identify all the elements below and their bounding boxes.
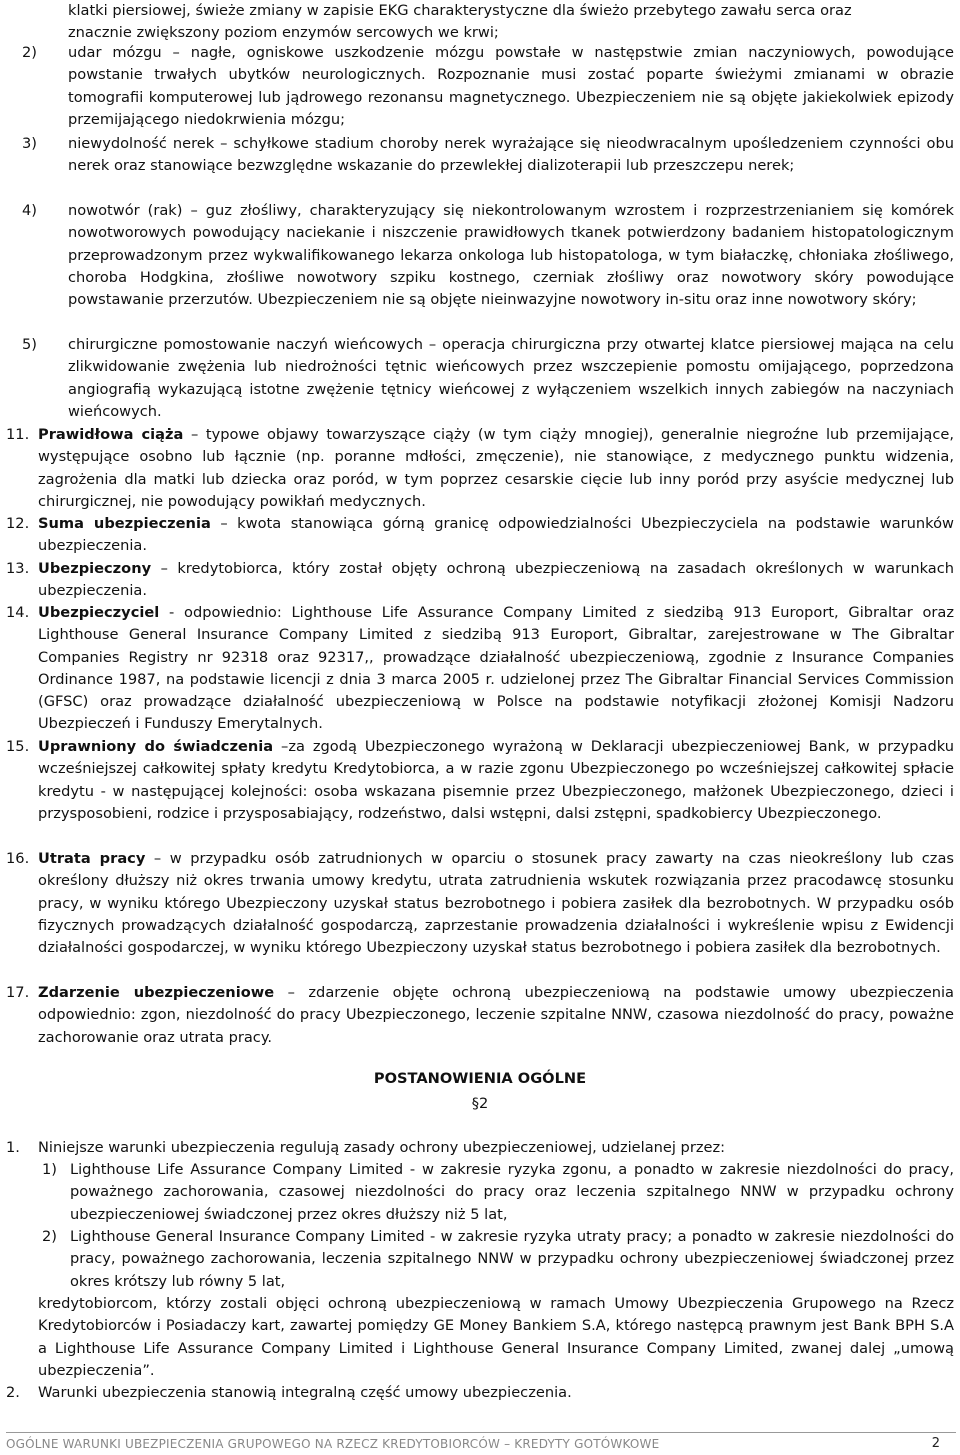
definition-17 bbox=[6, 982, 954, 1049]
footer-title: OGÓLNE WARUNKI UBEZPIECZENIA GRUPOWEGO NA RZECZ KREDYTOBIORCÓW – KREDYTY GOTÓWKOWE bbox=[6, 1437, 660, 1451]
sub-item-text: niewydolność nerek – schyłkowe stadium choroby nerek wyrażające się nieodwracalnym upośledzeniem czynności obu nerek oraz stanowiące bezwzględne wskazanie do przewlekłej dializoterapii lub przeszczepu nerek; bbox=[68, 135, 954, 175]
insurer-text: Lighthouse General Insurance Company Limited - w zakresie ryzyka utraty pracy; a ponadto w zakresie niezdolności do pracy, poważnego zachorowania, leczenia szpitalnego NNW w przypadku ochrony ubezpieczeniowej świadczonej przez okres krótszy lub równy 5 lat, bbox=[70, 1228, 954, 1290]
footer-rule bbox=[6, 1432, 956, 1433]
insurer-number: 1) bbox=[42, 1161, 57, 1178]
definition-text: – typowe objawy towarzyszące ciąży (w tym ciąży mnogiej), generalnie niegroźne lub przemijające, występujące osobno lub łącznie (np. poranne mdłości, zmęczenie), nie stanowiące, z medycznego punktu widzenia, zagrożenia dla matki lub dziecka oraz poród, w tym poprzez cesarskie cięcie lub inny poród przy asyście medycznej lub chirurgicznej, nie powodujący powikłań medycznych. bbox=[38, 426, 954, 510]
definition-text: – kwota stanowiąca górną granicę odpowiedzialności Ubezpieczyciela na podstawie warunków ubezpieczenia. bbox=[38, 515, 954, 555]
provision-1-continuation: kredytobiorcom, którzy zostali objęci ochroną ubezpieczeniową w ramach Umowy Ubezpieczenia Grupowego na Rzecz Kredytobiorców i Posiadaczy kart, zawartej pomiędzy GE Money Bankiem S.A, którego następcą prawnym jest Bank BPH S.A a Lighthouse Life Assurance Company Limited i Lighthouse General Insurance Company Limited, zwanej dalej „umową ubezpieczenia”. bbox=[38, 1295, 954, 1379]
definition-number: 11. bbox=[6, 426, 30, 443]
general-provision-2 bbox=[6, 1382, 954, 1404]
definition-term: Uprawniony do świadczenia bbox=[38, 738, 274, 755]
continuation-line: znacznie zwiększony poziom enzymów sercowych we krwi; bbox=[68, 24, 499, 42]
continuation-line: klatki piersiowej, świeże zmiany w zapisie EKG charakterystyczne dla świeżo przebytego zawału serca oraz bbox=[68, 2, 852, 19]
sub-item-text: nowotwór (rak) – guz złośliwy, charakteryzujący się niekontrolowanym wzrostem i rozprzestrzenianiem się komórek nowotworowych powodujący naciekanie i niszczenie prawidłowych tkanek potwierdzony badaniem histopatologicznym przeprowadzonym przez wykwalifikowanego lekarza onkologa lub histopatologa, w tym białaczkę, chłoniaka złośliwego, choroba Hodgkina, złośliwe nowotwory szpiku kostnego, czerniak złośliwy oraz nowotwory skóry powodujące powstawanie przerzutów. Ubezpieczeniem nie są objęte nieinwazyjne nowotwory in-situ oraz inne nowotwory skóry; bbox=[68, 202, 954, 309]
definition-text: – zdarzenie objęte ochroną ubezpieczeniową na podstawie umowy ubezpieczenia odpowiednio: zgon, niezdolność do pracy Ubezpieczonego, leczenie szpitalne NNW, czasowa niezdolność do pracy, poważne zachorowanie oraz utrata pracy. bbox=[38, 984, 954, 1046]
definition-14 bbox=[6, 602, 954, 736]
sub-item-2 bbox=[22, 42, 954, 131]
insurer-item-2 bbox=[42, 1226, 954, 1293]
sub-item-3 bbox=[22, 133, 954, 178]
continuation-paragraph bbox=[68, 0, 954, 45]
sub-item-number: 2) bbox=[22, 44, 37, 61]
definition-text: –za zgodą Ubezpieczonego wyrażoną w Deklaracji ubezpieczeniowej Bank, w przypadku wcześniejszej całkowitej spłaty kredytu Kredytobiorca, a w razie zgonu Ubezpieczonego po wcześniejszej całkowitej spłacie kredytu - w następującej kolejności: osoba wskazana pisemnie przez Ubezpieczonego, małżonek Ubezpieczonego, dzieci i przysposobieni, rodzice i przysposabiający, rodzeństwo, dalsi wstępni, dalsi zstępni, spadkobiercy Ubezpieczonego. bbox=[38, 738, 955, 822]
sub-item-number: 4) bbox=[22, 202, 37, 219]
definition-15 bbox=[6, 736, 954, 825]
definition-13 bbox=[6, 558, 954, 603]
definition-term: Zdarzenie ubezpieczeniowe bbox=[38, 984, 275, 1001]
page-number: 2 bbox=[931, 1436, 940, 1451]
insurer-item-1 bbox=[42, 1159, 954, 1226]
sub-item-text: chirurgiczne pomostowanie naczyń wieńcowych – operacja chirurgiczna przy otwartej klatce piersiowej mająca na celu zlikwidowanie zwężenia lub niedrożności tętnic wieńcowych przez wszczepienie pomostu omijającego, poprzedzona angiografią wykazującą istotne zwężenie tętnicy wieńcowej z wyłączeniem wszelkich innych zabiegów na naczyniach wieńcowych. bbox=[68, 336, 954, 420]
definition-number: 13. bbox=[6, 560, 30, 577]
definition-number: 15. bbox=[6, 738, 30, 755]
definition-number: 17. bbox=[6, 984, 30, 1001]
definition-11 bbox=[6, 424, 954, 513]
general-provision-1 bbox=[6, 1137, 954, 1159]
definition-number: 12. bbox=[6, 515, 30, 532]
definition-term: Utrata pracy bbox=[38, 850, 146, 867]
insurer-number: 2) bbox=[42, 1228, 57, 1245]
definition-text: - odpowiednio: Lighthouse Life Assurance Company Limited z siedzibą 913 Europort, Gibraltar oraz Lighthouse General Insurance Company Limited z siedzibą 913 Europort, Gibraltar, zarejestrowane w The Gibraltar Companies Registry nr 92318 oraz 92317,, prowadzące działalność ubezpieczeniową, zgodnie z Insurance Companies Ordinance 1987, na podstawie licencji z dnia 3 marca 2005 r. udzielonej przez The Gibraltar Financial Services Commission (GFSC) oraz prowadzące działalność ubezpieczeniową w Polsce na podstawie notyfikacji złożonej Komisji Nadzoru Ubezpieczeń i Funduszy Emerytalnych. bbox=[38, 604, 954, 733]
definition-text: – w przypadku osób zatrudnionych w oparciu o stosunek pracy zawarty na czas nieokreślony lub czas określony dłuższy niż okres trwania umowy kredytu, utrata zatrudnienia wskutek rozwiązania przez pracodawcę stosunku pracy, w wyniku którego Ubezpieczony uzyskał status bezrobotnego i pobiera zasiłek dla bezrobotnych. W przypadku osób fizycznych prowadzących działalność gospodarczą, zaprzestanie prowadzenia działalności i wykreślenie wpisu z Ewidencji działalności gospodarczej, w wyniku którego Ubezpieczony uzyskał status bezrobotnego i pobiera zasiłek dla bezrobotnych. bbox=[38, 850, 954, 957]
definition-number: 16. bbox=[6, 850, 30, 867]
definition-12 bbox=[6, 513, 954, 558]
definition-number: 14. bbox=[6, 604, 30, 621]
provision-text: Niniejsze warunki ubezpieczenia regulują zasady ochrony ubezpieczeniowej, udzielanej przez: bbox=[38, 1139, 726, 1156]
provision-number: 1. bbox=[6, 1139, 20, 1156]
provision-text: Warunki ubezpieczenia stanowią integralną część umowy ubezpieczenia. bbox=[38, 1384, 572, 1401]
definition-term: Ubezpieczyciel bbox=[38, 604, 160, 621]
definition-16 bbox=[6, 848, 954, 959]
insurer-text: Lighthouse Life Assurance Company Limited - w zakresie ryzyka zgonu, a ponadto w zakresie niezdolności do pracy, poważnego zachorowania, czasowej niezdolności do pracy oraz leczenia szpitalnego NNW w przypadku ochrony ubezpieczeniowej świadczonej przez okres dłuższy niż 5 lat, bbox=[70, 1161, 954, 1223]
provision-number: 2. bbox=[6, 1384, 20, 1401]
definition-term: Suma ubezpieczenia bbox=[38, 515, 211, 532]
definition-term: Prawidłowa ciąża bbox=[38, 426, 184, 443]
sub-item-text: udar mózgu – nagłe, ogniskowe uszkodzenie mózgu powstałe w następstwie zmian naczyniowych, powodujące powstanie trwałych ubytków neurologicznych. Rozpoznanie musi zostać poparte świeżymi zmianami w obrazie tomografii komputerowej lub jądrowego rezonansu magnetycznego. Ubezpieczeniem nie są objęte jakiekolwiek epizody przemijającego niedokrwienia mózgu; bbox=[68, 44, 954, 128]
sub-item-number: 3) bbox=[22, 135, 37, 152]
section-heading: POSTANOWIENIA OGÓLNE bbox=[373, 1070, 587, 1087]
paragraph-mark: §2 bbox=[471, 1095, 489, 1112]
definition-text: – kredytobiorca, który został objęty ochroną ubezpieczeniową na zasadach określonych w warunkach ubezpieczenia. bbox=[38, 560, 954, 600]
definition-term: Ubezpieczony bbox=[38, 560, 152, 577]
sub-item-number: 5) bbox=[22, 336, 37, 353]
sub-item-5 bbox=[22, 334, 954, 423]
sub-item-4 bbox=[22, 200, 954, 311]
